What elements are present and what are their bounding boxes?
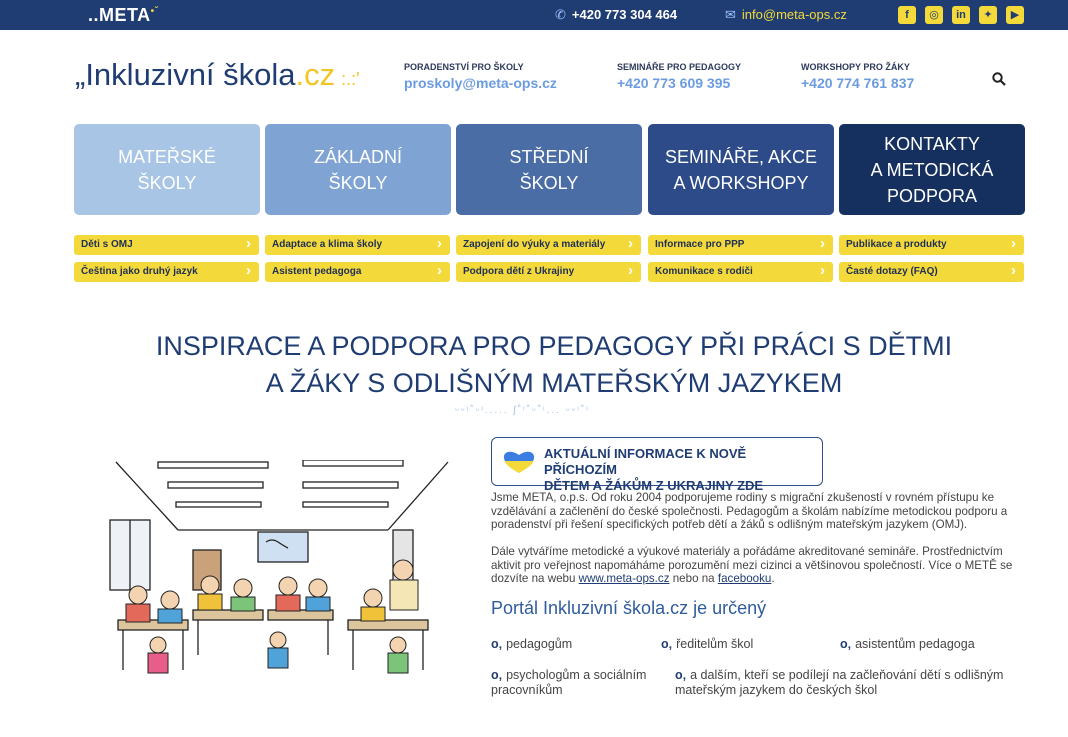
quote-bullet-icon: o‚ bbox=[491, 668, 503, 682]
phone-icon: ✆ bbox=[555, 7, 566, 22]
top-email-text: info@meta-ops.cz bbox=[741, 7, 847, 22]
tile-materske-skoly[interactable]: MATEŘSKÉ ŠKOLY bbox=[74, 124, 260, 215]
audience-item: o‚ psychologům a sociálním pracovníkům bbox=[491, 668, 647, 697]
audience-item: o‚ asistentům pedagoga bbox=[840, 637, 975, 651]
search-icon[interactable] bbox=[992, 72, 1006, 86]
tile-kontakty[interactable]: KONTAKTY A METODICKÁ PODPORA bbox=[839, 124, 1025, 215]
classroom-illustration bbox=[98, 460, 462, 678]
contact-label: PORADENSTVÍ PRO ŠKOLY bbox=[404, 62, 524, 72]
quote-bullet-icon: o‚ bbox=[675, 668, 687, 682]
subnav-asistent[interactable]: Asistent pedagoga › bbox=[265, 262, 450, 282]
contact-workshops[interactable] bbox=[801, 62, 914, 91]
mail-icon: ✉ bbox=[725, 7, 736, 22]
youtube-icon[interactable]: ▶ bbox=[1006, 6, 1024, 24]
tile-seminare-akce[interactable]: SEMINÁŘE, AKCE A WORKSHOPY bbox=[648, 124, 834, 215]
decorative-squiggle: ᵕᵕᶦ˚ᵕᶦ..... ʃ˚ᶦ˚ᵕ˚ᶦ... ᵕᵕᶦ˚ᶦ bbox=[455, 405, 590, 416]
ukraine-button-text: AKTUÁLNÍ INFORMACE K NOVĚ PŘÍCHOZÍM DĚTEM A ŽÁKŮM Z UKRAJINY ZDE bbox=[544, 446, 764, 493]
subnav-zapojeni[interactable]: Zapojení do výuky a materiály › bbox=[456, 235, 641, 255]
linkedin-icon[interactable]: in bbox=[952, 6, 970, 24]
subnav-adaptace[interactable]: Adaptace a klima školy › bbox=[265, 235, 450, 255]
site-logo[interactable]: „Inkluzivní škola.cz :.:' bbox=[75, 57, 360, 92]
contact-value[interactable]: +420 773 609 395 bbox=[617, 75, 731, 91]
top-phone[interactable] bbox=[555, 7, 677, 23]
instagram-icon[interactable]: ◎ bbox=[925, 6, 943, 24]
subnav-publikace[interactable]: Publikace a produkty › bbox=[839, 235, 1024, 255]
quote-bullet-icon: o‚ bbox=[840, 637, 852, 651]
contact-value[interactable]: +420 774 761 837 bbox=[801, 75, 915, 91]
contact-schools[interactable] bbox=[404, 62, 557, 91]
subnav-cestina[interactable]: Čeština jako druhý jazyk › bbox=[74, 262, 259, 282]
subnav-rodice[interactable]: Komunikace s rodiči › bbox=[648, 262, 833, 282]
subnav-ppp[interactable]: Informace pro PPP › bbox=[648, 235, 833, 255]
tile-stredni-skoly[interactable]: STŘEDNÍ ŠKOLY bbox=[456, 124, 642, 215]
quote-bullet-icon: o‚ bbox=[661, 637, 673, 651]
ukraine-info-button[interactable] bbox=[491, 437, 823, 493]
web-link[interactable]: www.meta-ops.cz bbox=[578, 572, 670, 585]
contact-value[interactable]: proskoly@meta-ops.cz bbox=[404, 75, 557, 91]
portal-heading: Portál Inkluzivní škola.cz je určený bbox=[491, 598, 767, 618]
subnav-faq[interactable]: Časté dotazy (FAQ) › bbox=[839, 262, 1024, 282]
facebook-link[interactable]: facebooku bbox=[717, 572, 772, 585]
contact-label: WORKSHOPY PRO ŽÁKY bbox=[801, 62, 910, 72]
facebook-icon[interactable]: f bbox=[898, 6, 916, 24]
top-email[interactable] bbox=[725, 7, 847, 23]
page-headline bbox=[0, 328, 1068, 402]
quote-bullet-icon: o‚ bbox=[491, 637, 503, 651]
contact-label: SEMINÁŘE PRO PEDAGOGY bbox=[617, 62, 742, 72]
intro-paragraph-2: Dále vytváříme metodické a výukové materiály a pořádáme akreditované semináře. Prostřednictvím aktivit pro veřejnost napomáháme porozumění mezi cizinci a většinovou společností. Více o METĚ se dozvíte na webu www.meta-ops.cz nebo na facebooku. bbox=[491, 545, 1013, 585]
intro-paragraph-1: Jsme META, o.p.s. Od roku 2004 podporujeme rodiny s migrační zkušeností v rovném přístupu ke vzdělávání a začlenění do české společnosti. Pedagogům a školám nabízíme metodickou podporu a poradenství při řešení specifických potřeb dětí a žáků s odlišným mateřským jazykem (OMJ). bbox=[491, 491, 1008, 531]
contact-seminars[interactable] bbox=[617, 62, 741, 91]
twitter-icon[interactable]: ✦ bbox=[979, 6, 997, 24]
audience-item: o‚ ředitelům škol bbox=[661, 637, 754, 651]
subnav-deti-omj[interactable]: Děti s OMJ › bbox=[74, 235, 259, 255]
social-links bbox=[898, 6, 1024, 24]
ukraine-heart-icon bbox=[502, 450, 536, 474]
headline-line-2: A ŽÁKY S ODLIŠNÝM MATEŘSKÝM JAZYKEM bbox=[265, 368, 843, 398]
meta-logo[interactable]: $..META^{•ˇ}$ bbox=[88, 5, 159, 25]
subnav-ukrajina[interactable]: Podpora dětí z Ukrajiny › bbox=[456, 262, 641, 282]
audience-item: o‚ pedagogům bbox=[491, 637, 573, 651]
top-phone-text: +420 773 304 464 bbox=[571, 7, 678, 22]
audience-item: o‚ a dalším, kteří se podílejí na začleňování dětí s odlišným mateřským jazykem do českých škol bbox=[675, 668, 1004, 697]
tile-zakladni-skoly[interactable]: ZÁKLADNÍ ŠKOLY bbox=[265, 124, 451, 215]
top-bar bbox=[0, 0, 1068, 30]
headline-line-1: INSPIRACE A PODPORA PRO PEDAGOGY PŘI PRÁCI S DĚTMI bbox=[155, 331, 953, 361]
